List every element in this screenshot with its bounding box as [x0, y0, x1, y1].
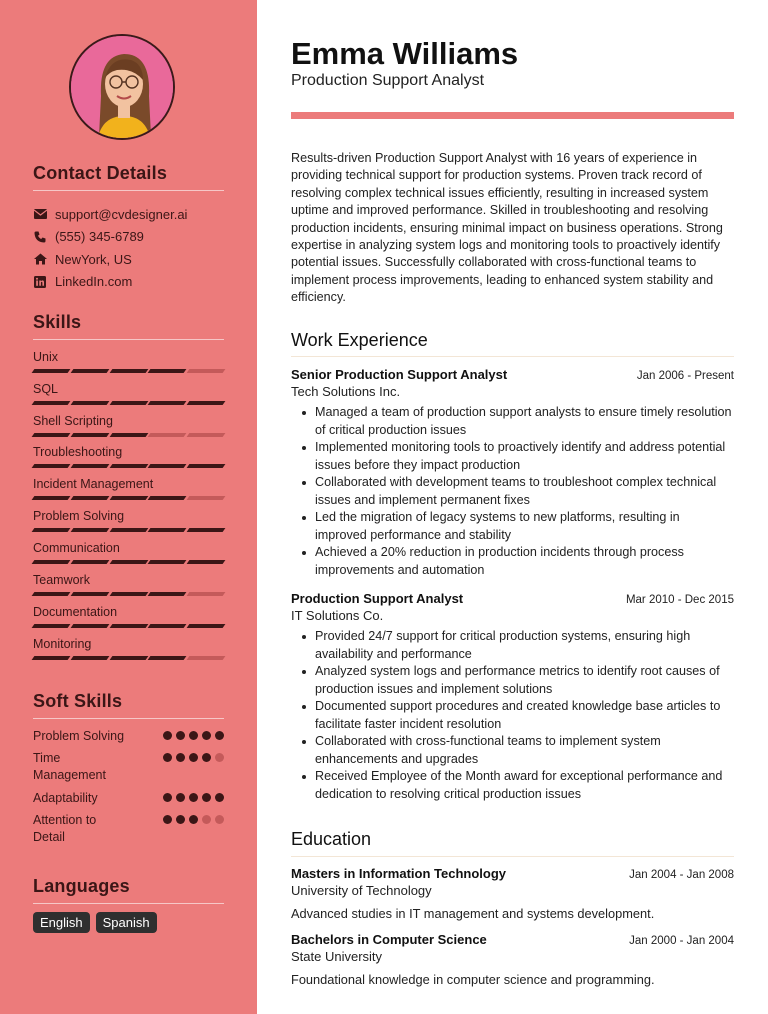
work-experience-divider [291, 356, 734, 357]
contact-title: Contact Details [33, 163, 168, 183]
skill-item [33, 636, 224, 660]
envelope-icon [33, 207, 47, 221]
soft-skill-rating [163, 812, 224, 846]
skill-name: Unix [33, 350, 59, 364]
skill-item [33, 476, 224, 500]
soft-skill-name: Time Management [33, 751, 106, 782]
job-bullet: Achieved a 20% reduction in production incidents through process improvements and automation [291, 544, 734, 579]
skill-bar [33, 528, 224, 532]
skill-bar [33, 496, 224, 500]
skill-name: Shell Scripting [33, 414, 113, 428]
skill-bar [33, 433, 224, 437]
soft-skill-name: Attention to Detail [33, 813, 97, 844]
skill-name: Troubleshooting [33, 445, 123, 459]
summary-paragraph: Results-driven Production Support Analyst with 16 years of experience in providing technical support for production systems. Proven track record of resolving complex technical issues efficiently, resulting in increased system uptime and improved performance. Skilled in troubleshooting and resolving production incidents, ensuring minimal impact on business operations. Strong expertise in analyzing system logs and monitoring tools to proactively identify potential issues. Successfully collaborated with cross-functional teams to implement process improvements, leading to enhanced system stability and efficiency. [291, 151, 723, 305]
education-header [291, 932, 734, 947]
job-bullet: Documented support procedures and created knowledge base articles to facilitate faster incident resolution [291, 698, 734, 733]
skill-name: Teamwork [33, 573, 90, 587]
skill-item [33, 572, 224, 596]
job-header [291, 367, 734, 382]
languages-divider [33, 903, 224, 904]
soft-skills-section [33, 691, 224, 719]
contact-section [33, 163, 224, 191]
education-description: Foundational knowledge in computer science and programming. [291, 972, 655, 987]
skill-item [33, 349, 224, 373]
skill-name: Problem Solving [33, 509, 125, 523]
job-header [291, 591, 734, 606]
home-icon [33, 252, 47, 266]
skill-bar [33, 592, 224, 596]
languages-title: Languages [33, 876, 130, 896]
soft-skill-rating [163, 750, 224, 784]
skill-name: Documentation [33, 605, 118, 619]
contact-phone[interactable] [33, 226, 224, 249]
job-bullet: Received Employee of the Month award for exceptional performance and dedication to resolving critical production issues [291, 768, 734, 803]
job-bullet: Collaborated with development teams to troubleshoot complex technical issues and implement permanent fixes [291, 474, 734, 509]
education-title: Education [291, 829, 372, 849]
job-company: Tech Solutions Inc. [291, 384, 401, 399]
contact-email[interactable] [33, 203, 224, 226]
skill-bar [33, 369, 224, 373]
languages-section [33, 876, 224, 904]
header-accent-bar [291, 112, 734, 119]
skill-item [33, 444, 224, 468]
phone-icon [33, 230, 47, 244]
job-title: Production Support Analyst [291, 591, 464, 606]
soft-skill-name: Problem Solving [33, 729, 125, 743]
job-date: Mar 2010 - Dec 2015 [625, 594, 734, 606]
skills-section [33, 312, 224, 340]
education-date: Jan 2000 - Jan 2004 [629, 935, 734, 947]
linkedin-icon [33, 275, 47, 289]
contact-phone-text: (555) 345-6789 [55, 229, 144, 245]
job-entry [291, 591, 734, 803]
candidate-name: Emma Williams [291, 36, 519, 71]
skills-divider [33, 339, 224, 340]
skill-bar [33, 401, 224, 405]
education-header [291, 866, 734, 881]
skill-item [33, 604, 224, 628]
skill-name: Incident Management [33, 477, 154, 491]
education-date: Jan 2004 - Jan 2008 [629, 869, 734, 881]
skill-bar [33, 464, 224, 468]
soft-skill-item [33, 750, 224, 784]
language-tag: English [33, 912, 90, 933]
skill-item [33, 540, 224, 564]
soft-skill-item [33, 790, 224, 807]
job-title: Senior Production Support Analyst [291, 367, 508, 382]
job-bullet: Implemented monitoring tools to proactively identify and address potential issues before they impact production [291, 439, 734, 474]
avatar-portrait-icon [71, 36, 175, 140]
education-degree: Masters in Information Technology [291, 866, 507, 881]
language-tags [33, 912, 157, 933]
sidebar [0, 0, 257, 1014]
job-date: Jan 2006 - Present [636, 370, 734, 382]
education-school: University of Technology [291, 883, 432, 898]
contact-location-text: NewYork, US [55, 251, 132, 267]
skill-item [33, 381, 224, 405]
education-degree: Bachelors in Computer Science [291, 932, 487, 947]
soft-skills-title: Soft Skills [33, 691, 123, 711]
skill-name: SQL [33, 382, 59, 396]
soft-skill-name: Adaptability [33, 791, 98, 805]
job-entry [291, 367, 734, 579]
language-tag: Spanish [96, 912, 157, 933]
candidate-role: Production Support Analyst [291, 72, 485, 89]
skill-name: Monitoring [33, 637, 92, 651]
work-experience-title: Work Experience [291, 330, 428, 350]
soft-skill-rating [163, 728, 224, 745]
skill-bar [33, 656, 224, 660]
job-bullet: Led the migration of legacy systems to new platforms, resulting in improved performance and stability [291, 509, 734, 544]
soft-skill-rating [163, 790, 224, 807]
education-entry [291, 932, 734, 987]
skills-title: Skills [33, 312, 82, 332]
job-bullet: Managed a team of production support analysts to ensure timely resolution of critical production issues [291, 404, 734, 439]
skill-item [33, 508, 224, 532]
contact-linkedin[interactable] [33, 271, 224, 294]
skill-item [33, 413, 224, 437]
job-company: IT Solutions Co. [291, 608, 384, 623]
avatar [69, 34, 175, 140]
skill-name: Communication [33, 541, 120, 555]
soft-skill-item [33, 812, 224, 846]
job-bullet: Provided 24/7 support for critical production systems, ensuring high availability and performance [291, 628, 734, 663]
contact-email-text: support@cvdesigner.ai [55, 206, 188, 222]
soft-skill-item [33, 728, 224, 745]
skill-bar [33, 560, 224, 564]
job-bullets [291, 404, 734, 579]
contact-list [33, 203, 224, 293]
education-entry [291, 866, 734, 921]
education-school: State University [291, 949, 383, 964]
education-description: Advanced studies in IT management and systems development. [291, 906, 655, 921]
job-bullets [291, 628, 734, 803]
soft-skills-divider [33, 718, 224, 719]
contact-divider [33, 190, 224, 191]
skill-bar [33, 624, 224, 628]
education-divider [291, 856, 734, 857]
contact-location [33, 248, 224, 271]
job-bullet: Analyzed system logs and performance metrics to identify root causes of production issues and implement solutions [291, 663, 734, 698]
job-bullet: Collaborated with cross-functional teams to implement system enhancements and upgrades [291, 733, 734, 768]
contact-linkedin-text: LinkedIn.com [55, 274, 133, 290]
